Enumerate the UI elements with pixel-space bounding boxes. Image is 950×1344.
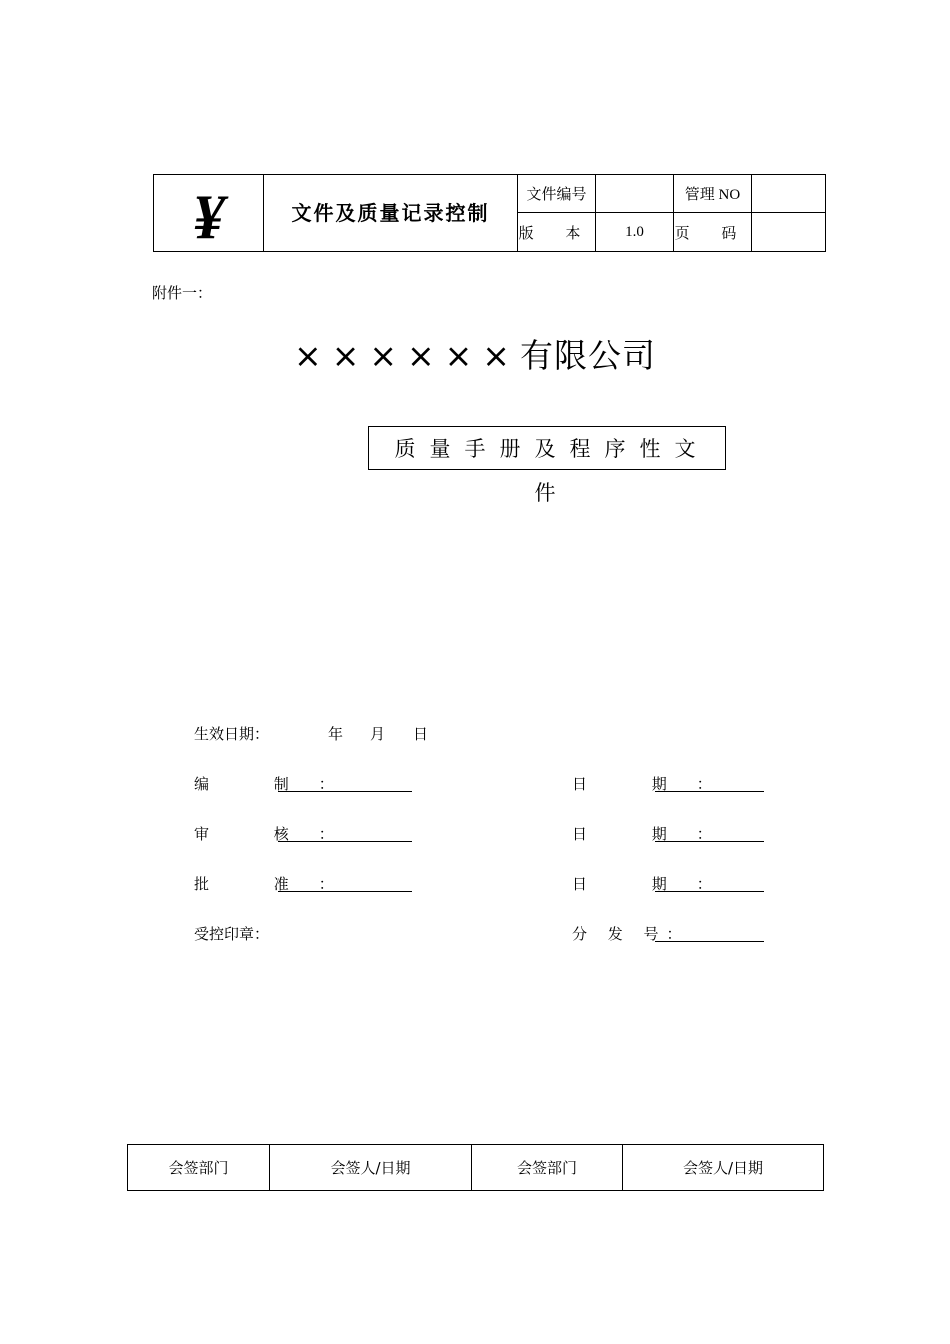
seal-label: 受控印章：: [194, 925, 270, 943]
effective-date-label: 生效日期：: [194, 725, 270, 743]
seal-row: [194, 922, 269, 946]
approve-row: [194, 872, 364, 896]
effective-month: 月: [370, 725, 386, 743]
compiled-row: [194, 772, 364, 796]
approve-label: 批 准：: [194, 875, 364, 893]
mgmt-no-label: 管理 NO: [674, 175, 752, 213]
review-row: [194, 822, 364, 846]
doc-title: 文件及质量记录控制: [291, 201, 490, 225]
page-label: 页 码: [674, 213, 752, 252]
compiled-date-row: [572, 772, 742, 796]
effective-date-row: [194, 722, 269, 746]
approve-signature-line[interactable]: [278, 891, 412, 892]
review-date-line[interactable]: [655, 841, 764, 842]
approve-date-label: 日 期：: [572, 875, 742, 893]
dist-no-row: [572, 922, 690, 946]
dist-no-line[interactable]: [655, 941, 764, 942]
manual-title-box: 质量手册及程序性文件: [368, 426, 726, 470]
review-label: 审 核：: [194, 825, 364, 843]
compiled-label: 编 制：: [194, 775, 364, 793]
countersign-table: [127, 1144, 824, 1191]
approve-date-row: [572, 872, 742, 896]
dist-no-label: 分 发 号：: [572, 925, 690, 943]
compiled-signature-line[interactable]: [278, 791, 412, 792]
mgmt-no-value: [752, 175, 826, 213]
review-signature-line[interactable]: [278, 841, 412, 842]
company-name-suffix: 有限公司: [519, 336, 656, 375]
version-label: 版 本: [518, 213, 596, 252]
compiled-date-line[interactable]: [655, 791, 764, 792]
doc-no-label: 文件编号: [518, 175, 596, 213]
compiled-date-label: 日 期：: [572, 775, 742, 793]
countersign-dept-header: 会签部门: [128, 1145, 270, 1191]
effective-day: 日: [413, 725, 429, 743]
countersign-signer-header: 会签人/日期: [623, 1145, 824, 1191]
doc-no-value: [596, 175, 674, 213]
review-date-label: 日 期：: [572, 825, 742, 843]
page-value: [752, 213, 826, 252]
attachment-label: 附件一：: [152, 284, 213, 302]
company-logo-cell: [154, 175, 264, 252]
effective-year: 年: [328, 725, 344, 743]
doc-title-cell: [264, 175, 518, 252]
version-value: 1.0: [596, 213, 674, 252]
document-header-table: [153, 174, 826, 252]
countersign-signer-header: 会签人/日期: [270, 1145, 472, 1191]
countersign-dept-header: 会签部门: [472, 1145, 623, 1191]
company-name-placeholder: ××××××: [294, 336, 520, 375]
review-date-row: [572, 822, 742, 846]
approve-date-line[interactable]: [655, 891, 764, 892]
company-logo: ¥: [192, 181, 225, 252]
company-name: [0, 330, 950, 377]
